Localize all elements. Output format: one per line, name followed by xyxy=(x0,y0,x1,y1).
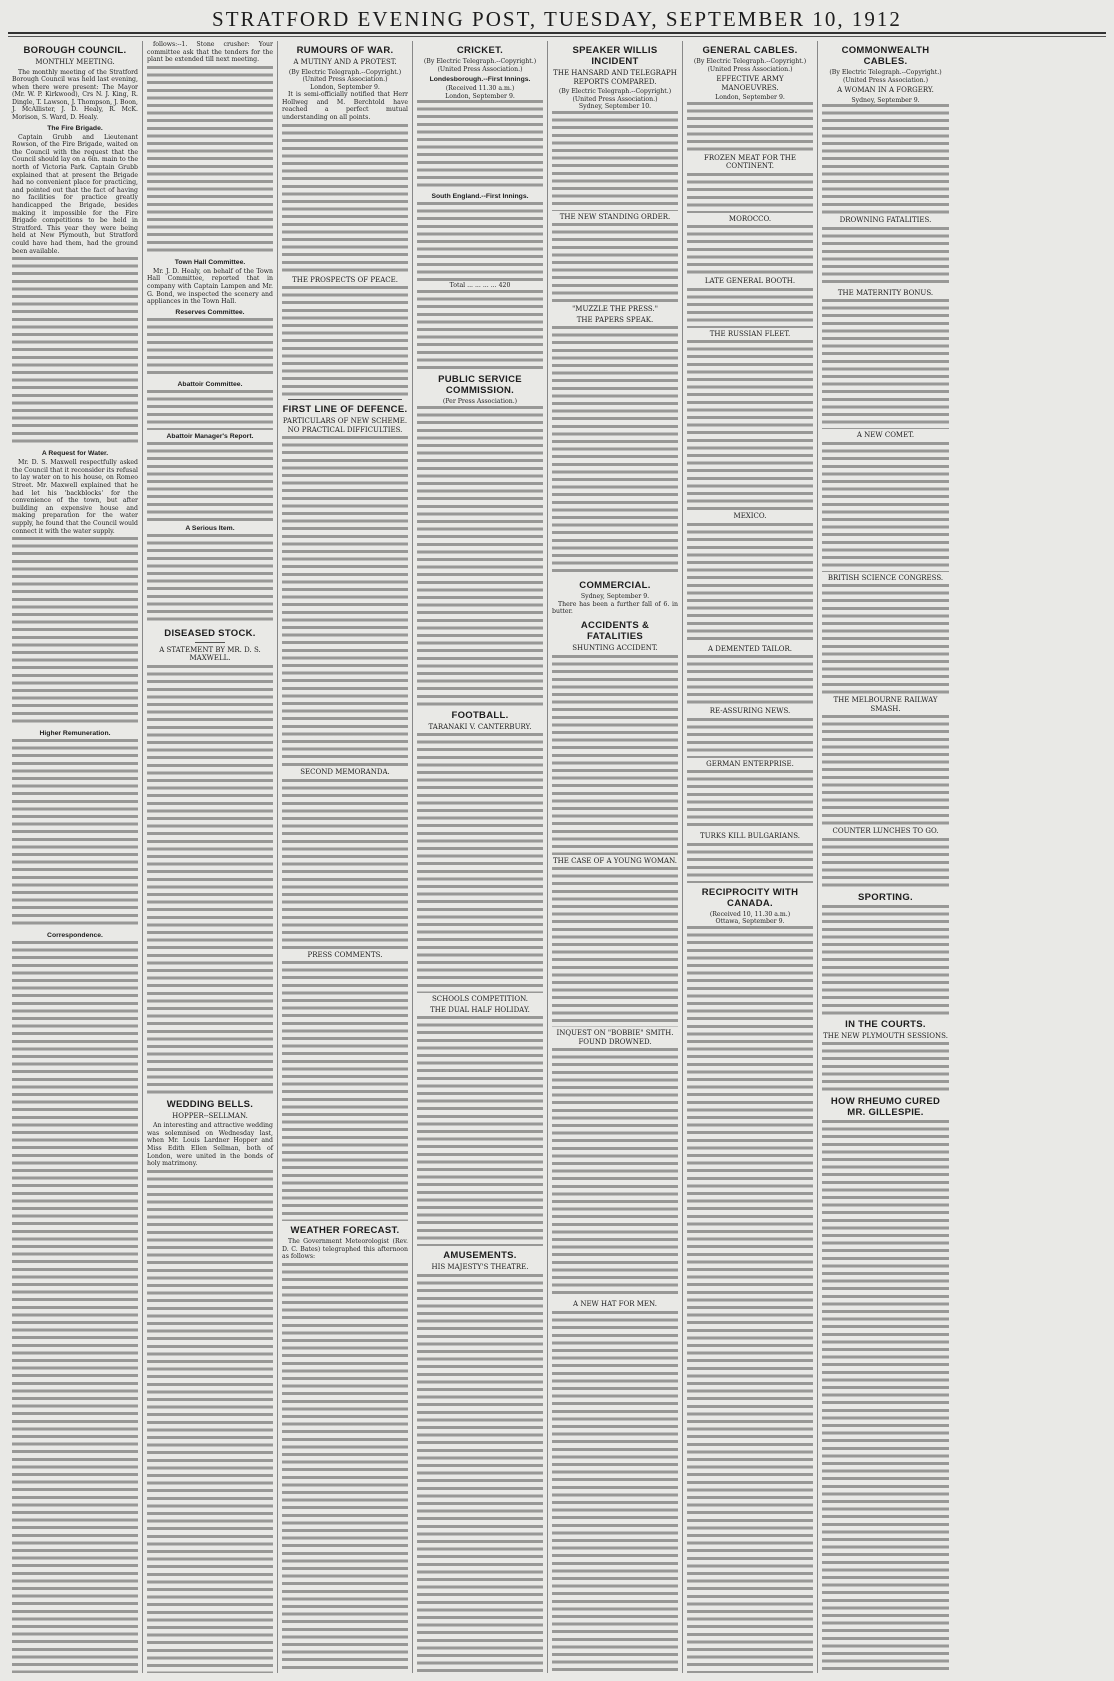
article-text-block xyxy=(687,843,813,883)
article-subhead: INQUEST ON "BOBBIE" SMITH. FOUND DROWNED. xyxy=(556,1029,674,1046)
column-3 xyxy=(278,41,413,1673)
dateline: (Per Press Association.) xyxy=(442,397,518,405)
dateline: Sydney, September 9. xyxy=(580,593,650,601)
dateline: (By Electric Telegraph.--Copyright.) xyxy=(558,88,672,95)
article-text-block xyxy=(417,733,543,993)
article-text-block xyxy=(687,288,813,328)
article-subhead: LATE GENERAL BOOTH. xyxy=(704,277,796,286)
section-heading: The Fire Brigade. xyxy=(47,124,103,132)
article-text-block xyxy=(147,665,273,1095)
article-subhead: A NEW COMET. xyxy=(856,431,915,440)
dateline: (Received 10, 11.30 a.m.) xyxy=(709,910,791,918)
article-subhead: MEXICO. xyxy=(733,512,767,521)
article-subhead: THE MATERNITY BONUS. xyxy=(837,288,934,297)
article-text-block xyxy=(552,223,678,303)
article-text-block xyxy=(552,111,678,211)
article-paragraph: The monthly meeting of the Stratford Borough Council was held last evening, when there were present: The Mayor (Mr. W. P. Kirkwood), Crs N. J. King, R. Dingle, T. Lawson, J. Thompson, J. Boon, J. McAllister, J. D. Healy, R. McK. Morison, S. Ward, D. Healy. xyxy=(12,68,138,122)
section-heading: Correspondence. xyxy=(47,932,103,940)
article-text-block xyxy=(552,867,678,1027)
dateline: Ottawa, September 9. xyxy=(715,918,785,926)
article-text-block xyxy=(687,225,813,275)
section-heading: Abattoir Manager's Report. xyxy=(166,432,254,440)
article-text-block xyxy=(687,926,813,1673)
article-headline: SPEAKER WILLIS INCIDENT xyxy=(572,45,658,67)
article-text-block xyxy=(822,1120,949,1673)
article-subhead: THE NEW STANDING ORDER. xyxy=(559,212,671,221)
dateline: (United Press Association.) xyxy=(842,76,928,84)
article-headline: FOOTBALL. xyxy=(451,709,509,721)
article-subhead: A MUTINY AND A PROTEST. xyxy=(293,58,397,66)
article-subhead: COUNTER LUNCHES TO GO. xyxy=(832,827,939,836)
score-total: Total ... ... ... ... 420 xyxy=(449,282,511,290)
section-heading: South England.--First Innings. xyxy=(431,193,529,201)
article-paragraph: follows:--1. Stone crusher: Your committee ask that the tenders for the plant be extended till next meeting. xyxy=(147,41,273,64)
dateline: (By Electric Telegraph.--Copyright.) xyxy=(829,69,942,76)
column-4 xyxy=(413,41,548,1673)
article-headline: COMMERCIAL. xyxy=(579,580,651,592)
article-text-block xyxy=(147,1170,273,1673)
article-subhead: MOROCCO. xyxy=(728,214,772,223)
article-subhead: DROWNING FATALITIES. xyxy=(839,216,932,225)
article-text-block xyxy=(417,1274,543,1673)
article-subhead: "MUZZLE THE PRESS." xyxy=(572,305,658,314)
article-subhead: SCHOOLS COMPETITION. xyxy=(432,995,528,1004)
columns xyxy=(8,41,1106,1673)
article-headline: GENERAL CABLES. xyxy=(702,45,798,56)
article-text-block xyxy=(822,1042,949,1092)
article-headline: WEATHER FORECAST. xyxy=(290,1225,400,1237)
article-text-block xyxy=(687,102,813,152)
article-subhead: HOPPER--SELLMAN. xyxy=(172,1111,248,1120)
article-subhead: FROZEN MEAT FOR THE CONTINENT. xyxy=(703,153,796,171)
article-text-block xyxy=(417,290,543,370)
article-subhead: THE NEW PLYMOUTH SESSIONS. xyxy=(823,1031,948,1040)
article-subhead: EFFECTIVE ARMY MANOEUVRES. xyxy=(716,75,784,92)
article-text-block xyxy=(12,257,138,447)
dateline: London, September 9. xyxy=(310,83,380,91)
article-subhead: THE PROSPECTS OF PEACE. xyxy=(292,275,398,284)
article-subhead: TURKS KILL BULGARIANS. xyxy=(700,832,800,841)
article-text-block xyxy=(822,227,949,287)
article-headline: DISEASED STOCK. xyxy=(164,627,256,639)
article-text-block xyxy=(687,718,813,758)
dateline: (United Press Association.) xyxy=(437,65,523,73)
article-subhead: PARTICULARS OF NEW SCHEME. NO PRACTICAL DIFFICULTIES. xyxy=(282,417,408,434)
dateline: (United Press Association.) xyxy=(572,95,658,103)
article-text-block xyxy=(552,655,678,855)
separator xyxy=(195,642,225,643)
article-subhead: SECOND MEMORANDA. xyxy=(300,768,390,777)
article-subhead: MONTHLY MEETING. xyxy=(35,58,115,66)
masthead-rule xyxy=(8,34,1106,37)
article-subhead: THE HANSARD AND TELEGRAPH REPORTS COMPARED. xyxy=(553,69,677,86)
article-text-block xyxy=(282,436,408,766)
article-headline: FIRST LINE OF DEFENCE. xyxy=(282,404,408,416)
dateline: (United Press Association.) xyxy=(302,76,388,84)
article-text-block xyxy=(822,838,949,888)
article-text-block xyxy=(552,326,678,576)
article-headline: RUMOURS OF WAR. xyxy=(296,45,394,56)
article-text-block xyxy=(822,584,949,694)
column-7 xyxy=(818,41,953,1673)
dateline: London, September 9. xyxy=(445,92,515,100)
article-text-block xyxy=(687,770,813,830)
article-text-block xyxy=(822,905,949,1015)
article-subhead: BRITISH SCIENCE CONGRESS. xyxy=(827,573,944,582)
column-2 xyxy=(143,41,278,1673)
article-text-block xyxy=(12,941,138,1673)
dateline: (By Electric Telegraph.--Copyright.) xyxy=(423,58,537,65)
article-subhead: SHUNTING ACCIDENT. xyxy=(572,644,658,653)
article-subhead: THE DUAL HALF HOLIDAY. xyxy=(430,1005,530,1014)
article-text-block xyxy=(282,1263,408,1673)
dateline: (Received 11.30 a.m.) xyxy=(445,85,515,93)
article-paragraph: The Government Meteorologist (Rev. D. C. Bates) telegraphed this afternoon as follows: xyxy=(282,1238,408,1261)
article-text-block xyxy=(12,537,138,727)
article-text-block xyxy=(147,442,273,522)
article-text-block xyxy=(687,523,813,643)
article-subhead: THE MELBOURNE RAILWAY SMASH. xyxy=(833,696,938,713)
dateline: Sydney, September 9. xyxy=(851,96,920,104)
article-text-block xyxy=(147,66,273,256)
section-heading: Abattoir Committee. xyxy=(177,380,243,388)
article-subhead: A DEMENTED TAILOR. xyxy=(707,644,792,653)
section-heading: A Request for Water. xyxy=(41,450,109,458)
article-text-block xyxy=(687,340,813,510)
section-heading: Reserves Committee. xyxy=(175,308,245,316)
article-headline: RECIPROCITY WITH CANADA. xyxy=(701,886,799,909)
article-subhead: A STATEMENT BY MR. D. S. MAXWELL. xyxy=(159,645,261,663)
article-text-block xyxy=(822,299,949,429)
article-text-block xyxy=(822,104,949,214)
article-subhead: PRESS COMMENTS. xyxy=(307,950,383,959)
article-headline: WEDDING BELLS. xyxy=(166,1098,254,1110)
article-headline: PUBLIC SERVICE COMMISSION. xyxy=(438,373,522,396)
section-heading: Town Hall Committee. xyxy=(174,258,246,266)
column-5 xyxy=(548,41,683,1673)
article-headline: IN THE COURTS. xyxy=(845,1018,926,1030)
article-text-block xyxy=(147,318,273,378)
dateline: London, September 9. xyxy=(715,94,785,102)
dateline: Sydney, September 10. xyxy=(578,103,652,111)
article-paragraph: Captain Grubb and Lieutenant Rowson, of the Fire Brigade, waited on the Council with the request that the Council should lay on a 6in. main to the north of Victoria Park. Captain Grubb explained that at present the Brigade had no convenient place for practicing, and pointed out that the fact of having no facilities for practice greatly handicapped the Brigade, besides making it impossible for the Fire Brigade competitions to be held in Stratford. This year they were being held at New Plymouth, but Stratford could have had them, had the ground been available. xyxy=(12,133,138,255)
article-text-block xyxy=(282,779,408,949)
section-heading: Higher Remuneration. xyxy=(39,730,111,738)
article-paragraph: Mr. D. S. Maxwell respectfully asked the Council that it reconsider its refusal to lay water on to his house, on Romeo Street. Mr. Maxwell explained that he had let his 'backblocks' for the convenience of the town, but after building an expensive house and making preparation for the water supply, he found that the Council would connect it with the water supply. xyxy=(12,459,138,535)
article-headline: SPORTING. xyxy=(858,891,913,903)
article-paragraph: There has been a further fall of 6. in butter. xyxy=(552,600,678,616)
article-subhead: A NEW HAT FOR MEN. xyxy=(573,1300,657,1309)
article-text-block xyxy=(282,961,408,1221)
article-text-block xyxy=(552,1048,678,1298)
score-list xyxy=(417,100,543,190)
article-paragraph: Mr. J. D. Healy, on behalf of the Town Hall Committee, reported that in company with Captain Lampen and Mr. G. Bond, we inspected the scenery and appliances in the Town Hall. xyxy=(147,267,273,306)
article-headline: CRICKET. xyxy=(456,45,504,56)
section-heading: Londesborough.--First Innings. xyxy=(429,76,531,84)
article-subhead: HIS MAJESTY'S THEATRE. xyxy=(431,1263,529,1272)
dateline: (United Press Association.) xyxy=(707,65,793,73)
article-headline: HOW RHEUMO CURED MR. GILLESPIE. xyxy=(830,1096,941,1119)
article-text-block xyxy=(147,390,273,430)
section-heading: A Serious Item. xyxy=(185,524,235,532)
article-text-block xyxy=(552,1311,678,1673)
article-text-block xyxy=(282,286,408,396)
article-subhead: THE RUSSIAN FLEET. xyxy=(709,329,791,338)
score-list xyxy=(417,202,543,282)
column-1 xyxy=(8,41,143,1673)
article-text-block xyxy=(687,173,813,213)
article-text-block xyxy=(417,1016,543,1246)
article-text-block xyxy=(12,739,138,929)
article-text-block xyxy=(822,442,949,572)
article-subhead: GERMAN ENTERPRISE. xyxy=(706,759,794,768)
article-text-block xyxy=(687,655,813,705)
column-6 xyxy=(683,41,818,1673)
article-text-block xyxy=(417,406,543,706)
article-subhead: THE CASE OF A YOUNG WOMAN. xyxy=(552,856,677,865)
article-paragraph: It is semi-officially notified that Herr Hollweg and M. Berchtold have reached a perfect mutual understanding on all points. xyxy=(282,91,408,122)
article-subhead: A WOMAN IN A FORGERY. xyxy=(837,86,934,95)
article-text-block xyxy=(822,715,949,825)
dateline: (By Electric Telegraph.--Copyright.) xyxy=(693,58,807,65)
article-paragraph: An interesting and attractive wedding was solemnised on Wednesday last, when Mr. Louis Lardner Hopper and Miss Edith Ellen Sellman, both of London, were united in the bonds of holy matrimony. xyxy=(147,1122,273,1168)
article-subhead: THE PAPERS SPEAK. xyxy=(576,315,654,324)
article-headline: COMMONWEALTH CABLES. xyxy=(841,45,930,67)
article-text-block xyxy=(282,124,408,274)
article-text-block xyxy=(147,534,273,624)
article-headline: BOROUGH COUNCIL. xyxy=(23,45,127,56)
article-subhead: RE-ASSURING NEWS. xyxy=(709,707,791,716)
dateline: (By Electric Telegraph.--Copyright.) xyxy=(288,68,402,76)
article-headline: AMUSEMENTS. xyxy=(443,1250,517,1262)
article-subhead: TARANAKI V. CANTERBURY. xyxy=(428,722,532,731)
article-headline: ACCIDENTS & FATALITIES xyxy=(580,620,650,643)
masthead: STRATFORD EVENING POST, TUESDAY, SEPTEMBER 10, 1912 xyxy=(8,6,1106,34)
separator xyxy=(288,399,402,400)
